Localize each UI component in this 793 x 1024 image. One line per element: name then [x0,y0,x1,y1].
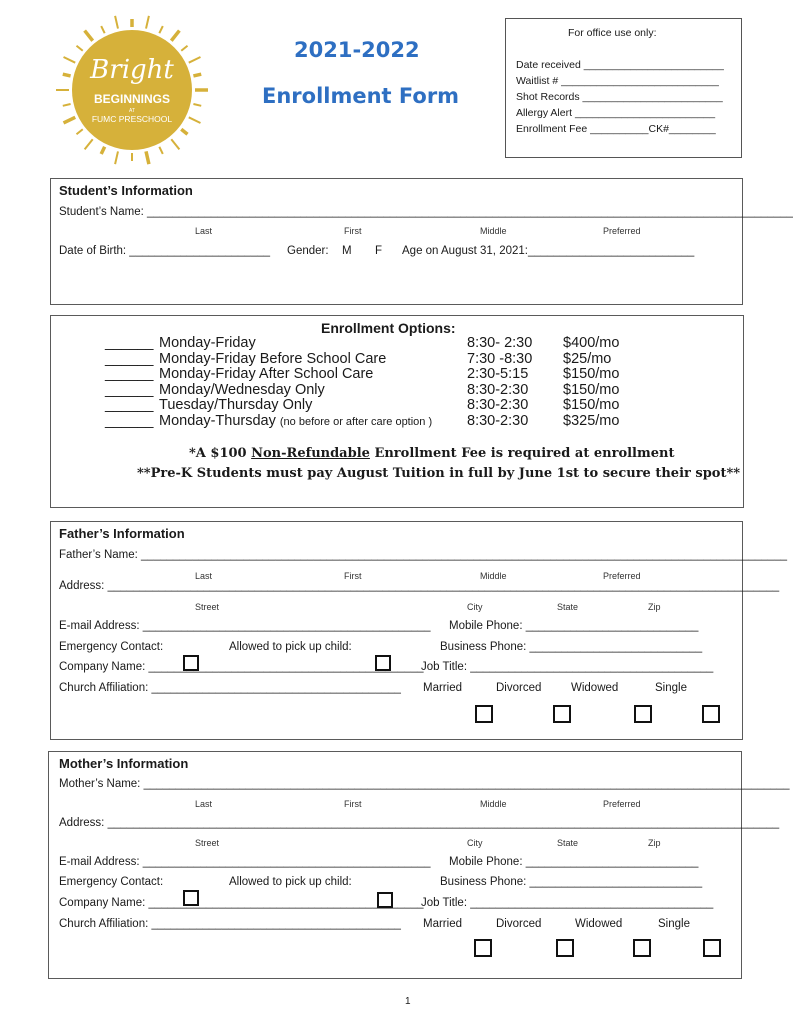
mother-email-field[interactable]: E-mail Address: _____________________________________________ [59,856,431,868]
father-widowed-checkbox[interactable] [634,705,652,723]
mother-church-field[interactable]: Church Affiliation: _______________________________________ [59,918,401,930]
mother-mobile-field[interactable]: Mobile Phone: ___________________________ [449,856,699,868]
option-name-2: Monday-Friday Before School Care [159,351,387,367]
father-email-field[interactable]: E-mail Address: _____________________________________________ [59,620,431,632]
caption-last: Last [195,799,213,809]
mother-emergency-label: Emergency Contact: [59,876,164,888]
dob-field[interactable]: Date of Birth: ______________________ [59,245,271,257]
caption-zip: Zip [648,602,661,612]
logo-ray [171,31,179,41]
office-use-box [505,18,742,158]
fee-note-pre: *A $100 [189,446,252,461]
logo-ray [171,139,179,149]
page-number: 1 [405,996,411,1007]
caption-last: Last [195,226,213,236]
logo-ray [146,16,149,29]
gender-f-option[interactable]: F [375,245,383,257]
logo-ray [193,104,201,106]
option-time-1: 8:30- 2:30 [467,335,533,351]
mother-allowed-label: Allowed to pick up child: [229,876,352,888]
option-time-6: 8:30-2:30 [467,413,529,429]
caption-street: Street [195,838,220,848]
option-name-3: Monday-Friday After School Care [159,366,374,382]
mother-status-single: Single [658,918,690,930]
father-status-single: Single [655,682,687,694]
logo-ray [101,26,104,33]
logo-ray [76,129,82,134]
logo-ray [115,151,118,164]
option-price-1: $400/mo [563,335,620,351]
father-emergency-label: Emergency Contact: [59,641,164,653]
office-enrollment-fee[interactable]: Enrollment Fee __________CK#________ [516,123,716,135]
caption-state: State [557,602,579,612]
mother-married-checkbox[interactable] [474,939,492,957]
enrollment-heading: Enrollment Options: [321,320,456,336]
mother-status-widowed: Widowed [575,918,623,930]
option-name-6-text: Monday-Thursday [159,413,276,429]
gender-m-option[interactable]: M [342,245,352,257]
fee-note-nonrefundable: Non-Refundable [251,446,370,461]
caption-middle: Middle [480,226,507,236]
option-time-5: 8:30-2:30 [467,397,529,413]
father-status-married: Married [423,682,462,694]
caption-city: City [467,602,483,612]
enrollment-section [50,315,744,508]
mother-divorced-checkbox[interactable] [556,939,574,957]
logo-ray [193,74,201,76]
student-name-field[interactable]: Student’s Name: _____________________________________________________________________________________________________ [59,206,793,218]
mother-section [48,751,790,979]
logo-ray [63,104,71,106]
father-job-field[interactable]: Job Title: ______________________________________ [421,661,714,673]
logo-ray [181,129,187,134]
option-name-4: Monday/Wednesday Only [159,382,325,398]
caption-street: Street [195,602,220,612]
father-status-widowed: Widowed [571,682,619,694]
logo-ray [181,46,187,51]
student-heading: Student’s Information [59,183,193,198]
office-heading: For office use only: [568,27,657,39]
option-note-6: (no before or after care option ) [279,416,433,428]
mother-status-divorced: Divorced [496,918,542,930]
mother-heading: Mother’s Information [59,756,189,771]
logo-at: AT [128,108,136,114]
option-price-4: $150/mo [563,382,620,398]
option-blank-5[interactable]: ______ [105,397,154,413]
logo-ray [76,46,82,51]
caption-first: First [344,799,362,809]
option-name-6 [159,413,432,429]
mother-job-field[interactable]: Job Title: ______________________________________ [421,897,714,909]
option-name-1: Monday-Friday [159,335,256,351]
option-blank-2[interactable]: ______ [105,351,154,367]
caption-city: City [467,838,483,848]
caption-first: First [344,571,362,581]
office-date-received[interactable]: Date received ________________________ [516,59,724,71]
gender-label: Gender: [287,245,329,257]
option-blank-3[interactable]: ______ [105,366,154,382]
father-allowed-label: Allowed to pick up child: [229,641,352,653]
office-allergy-alert[interactable]: Allergy Alert ________________________ [516,107,716,119]
fee-note [189,446,674,461]
option-blank-6[interactable]: ______ [105,413,154,429]
fee-note-post: Enrollment Fee is required at enrollment [369,446,675,461]
logo-script-text: Bright [90,55,174,85]
caption-first: First [344,226,362,236]
logo-ray [85,139,93,149]
father-name-field[interactable]: Father’s Name: _____________________________________________________________________________________________________ [59,549,787,561]
father-mobile-field[interactable]: Mobile Phone: ___________________________ [449,620,699,632]
father-married-checkbox[interactable] [475,705,493,723]
father-heading: Father’s Information [59,526,185,541]
father-single-checkbox[interactable] [702,705,720,723]
logo-ray [85,31,93,41]
caption-preferred: Preferred [603,571,641,581]
caption-state: State [557,838,579,848]
logo-ray [159,26,162,33]
logo-line2: FUMC PRESCHOOL [91,114,173,124]
student-section [50,178,793,305]
caption-preferred: Preferred [603,226,641,236]
father-company-field[interactable]: Company Name: ___________________________________________ [59,661,424,673]
logo-ray [63,74,71,76]
form-title: Enrollment Form [262,84,460,108]
caption-last: Last [195,571,213,581]
caption-middle: Middle [480,799,507,809]
logo-ray [64,57,76,63]
father-address-field[interactable]: Address: _________________________________________________________________________________________________________ [59,580,780,592]
father-church-field[interactable]: Church Affiliation: _______________________________________ [59,682,401,694]
age-field[interactable]: Age on August 31, 2021:__________________________ [402,245,695,257]
logo-line1: BEGINNINGS [93,92,171,106]
caption-zip: Zip [648,838,661,848]
office-waitlist[interactable]: Waitlist # ___________________________ [516,75,719,87]
mother-status-married: Married [423,918,462,930]
logo-ray [146,151,149,164]
mother-company-field[interactable]: Company Name: ___________________________________________ [59,897,424,909]
logo-ray [64,117,76,123]
mother-single-checkbox[interactable] [703,939,721,957]
option-time-2: 7:30 -8:30 [467,351,533,367]
form-year: 2021-2022 [294,38,420,62]
office-shot-records[interactable]: Shot Records ________________________ [516,91,723,103]
mother-address-field[interactable]: Address: _________________________________________________________________________________________________________ [59,817,780,829]
caption-preferred: Preferred [603,799,641,809]
option-time-3: 2:30-5:15 [467,366,529,382]
option-price-6: $325/mo [563,413,620,429]
father-status-divorced: Divorced [496,682,542,694]
logo-ray [159,147,162,154]
option-blank-4[interactable]: ______ [105,382,154,398]
mother-business-field[interactable]: Business Phone: ___________________________ [440,876,703,888]
caption-middle: Middle [480,571,507,581]
option-name-5: Tuesday/Thursday Only [159,397,313,413]
father-section [50,521,787,740]
logo-ray [101,147,104,154]
logo-ray [115,16,118,29]
option-price-2: $25/mo [563,351,612,367]
father-business-field[interactable]: Business Phone: ___________________________ [440,641,703,653]
option-price-5: $150/mo [563,397,620,413]
father-divorced-checkbox[interactable] [553,705,571,723]
option-price-3: $150/mo [563,366,620,382]
option-blank-1[interactable]: ______ [105,335,154,351]
mother-widowed-checkbox[interactable] [633,939,651,957]
logo-ray [189,117,201,123]
logo-ray [189,57,201,63]
option-time-4: 8:30-2:30 [467,382,529,398]
prek-note: **Pre-K Students must pay August Tuition in full by June 1st to secure their spot** [137,466,741,481]
mother-name-field[interactable]: Mother’s Name: _____________________________________________________________________________________________________ [59,778,790,790]
bright-beginnings-logo [58,10,206,168]
